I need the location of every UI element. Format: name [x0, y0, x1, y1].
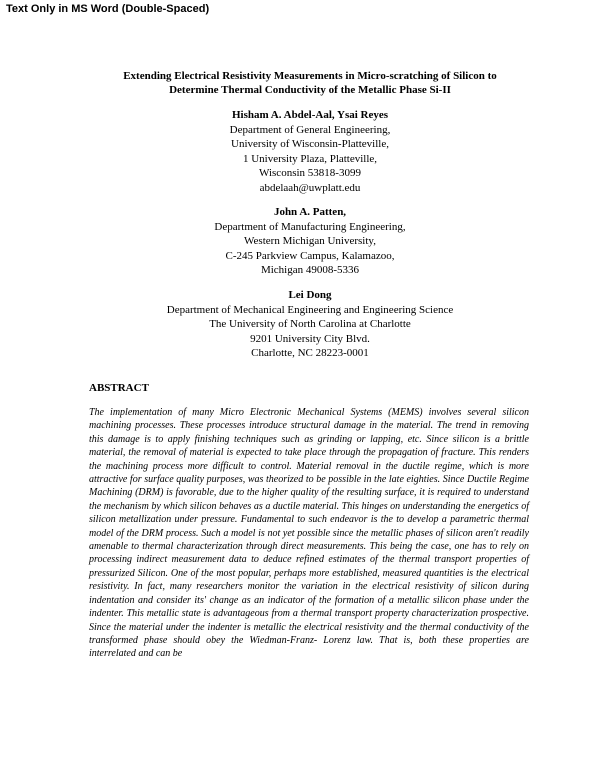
affiliation-line: Department of Manufacturing Engineering, [214, 220, 406, 233]
abstract-body: The implementation of many Micro Electronic Mechanical Systems (MEMS) involves several silicon machining processes. These processes introduce structural damage in the material. The trend in removing this damage is to apply finishing techniques such as grinding or lapping, etc. Since silicon is a brittle material, the removal of material is expected to take place through the propagation of fracture. This renders the machining process more difficult to control. Material removal in the ductile regime, which is more attractive for surface quality purposes, was theorized to be possible in the late eighties. Since Ductile Regime Machining (DRM) is favorable, due to the higher quality of the resulting surface, it is required to understand the mechanism by which silicon behaves as a ductile material. This hinges on understanding the energetics of silicon metallization under pressure. Fundamental to such endeavor is the to develop a parametric thermal model of the DRM process. Such a model is not yet possible since the metallic phases of silicon aren't readily amenable to thermal characterization through direct measurements. This being the case, one has to rely on processing indirect measurement data to deduce refined estimates of the thermal transport properties of pressurized Silicon. One of the most popular, perhaps more established, measured quantities is the electrical resistivity. In fact, many researchers monitor the variation in the electrical resistivity of silicon during indentation and consider its' change as an indicator of the formation of a metallic silicon phase under the indenter. This metallic state is advantageous from a thermal transport property characterization prospective. Since the material under the indenter is metallic the electrical resistivity and the thermal conductivity of the transformed phase should obey the Wiedman-Franz- Lorenz law. That is, both these properties are interrelated and can be [89, 407, 529, 660]
author-block-1 [110, 108, 510, 196]
affiliation-line: C-245 Parkview Campus, Kalamazoo, [225, 249, 395, 262]
affiliation-line: University of Wisconsin-Platteville, [231, 138, 389, 151]
affiliation-line: Department of General Engineering, [229, 123, 391, 136]
document-banner: Text Only in MS Word (Double-Spaced) [6, 3, 210, 15]
affiliation-line: 9201 University City Blvd. [250, 332, 370, 345]
affiliation-line: Michigan 49008-5336 [260, 264, 360, 277]
author-email: abdelaah@uwplatt.edu [259, 181, 361, 194]
author-names: John A. Patten, [273, 206, 347, 218]
affiliation-line: Charlotte, NC 28223-0001 [251, 347, 369, 360]
paper-title [60, 69, 560, 97]
author-block-2 [110, 205, 510, 278]
title-line-1: Extending Electrical Resistivity Measurements in Micro-scratching of Silicon to [123, 70, 497, 82]
title-line-2: Determine Thermal Conductivity of the Metallic Phase Si-II [169, 84, 451, 96]
affiliation-line: Western Michigan University, [244, 235, 376, 248]
affiliation-line: The University of North Carolina at Charlotte [209, 318, 411, 331]
author-names: Lei Dong [288, 289, 332, 301]
affiliation-line: Wisconsin 53818-3099 [259, 167, 361, 180]
author-block-3 [110, 288, 510, 361]
affiliation-line: 1 University Plaza, Platteville, [242, 152, 378, 165]
abstract-heading: ABSTRACT [89, 382, 149, 394]
affiliation-line: Department of Mechanical Engineering and Engineering Science [166, 303, 454, 316]
author-names: Hisham A. Abdel-Aal, Ysai Reyes [231, 109, 389, 121]
